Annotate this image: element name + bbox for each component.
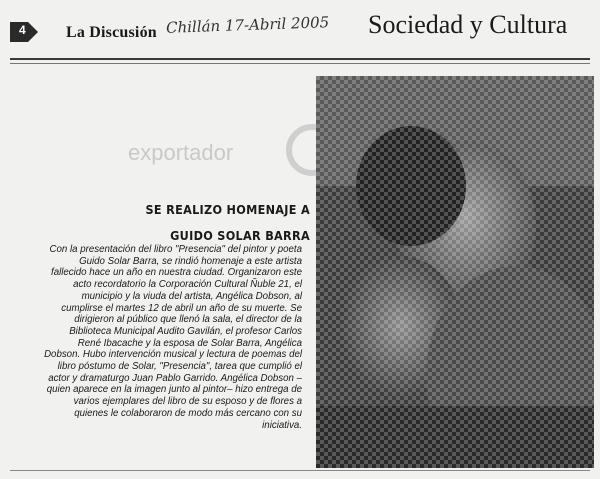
newspaper-name: La Discusión [66, 24, 157, 41]
page-header [0, 0, 600, 60]
article-body: Con la presentación del libro "Presencia" del pintor y poeta Guido Solar Barra, se rindió homenaje a este artista fallecido hace un año en nuestra ciudad. Organizaron este acto recordatorio la Corporación Cultural Ñuble 21, el municipio y la viuda del artista, Angélica Dobson, al cumplirse el martes 12 de abril un año de su muerte. Se dirigieron al público que llenó la sala, el director de la Biblioteca Municipal Audito Gavilán, el profesor Carlos René Ibacache y la esposa de Solar Barra, Angélica Dobson. Hubo intervención musical y lectura de poemas del libro póstumo de Solar, "Presencia", tarea que cumplió el actor y dramaturgo Juan Pablo Garrido. Angélica Dobson –quien aparece en la imagen junto al pintor– hizo entrega de varios ejemplares del libro de su esposo y de flores a quienes le colaboraron de modo más cercano con su iniciativa. [44, 244, 302, 431]
handwritten-annotation: Chillán 17-Abril 2005 [165, 13, 330, 37]
header-rule-thin [10, 63, 590, 64]
footer-rule [10, 470, 590, 471]
section-title: Sociedad y Cultura [368, 10, 568, 39]
page-number-badge [10, 20, 40, 44]
bleed-through-text: exportador [128, 140, 234, 165]
headline-line-2: GUIDO SOLAR BARRA [170, 228, 310, 243]
article-headline [120, 197, 310, 249]
header-rule [10, 58, 590, 60]
headline-line-1: SE REALIZO HOMENAJE A [145, 202, 310, 217]
photo-image [316, 76, 594, 468]
article-photo [316, 76, 594, 468]
page-number: 4 [19, 23, 26, 37]
